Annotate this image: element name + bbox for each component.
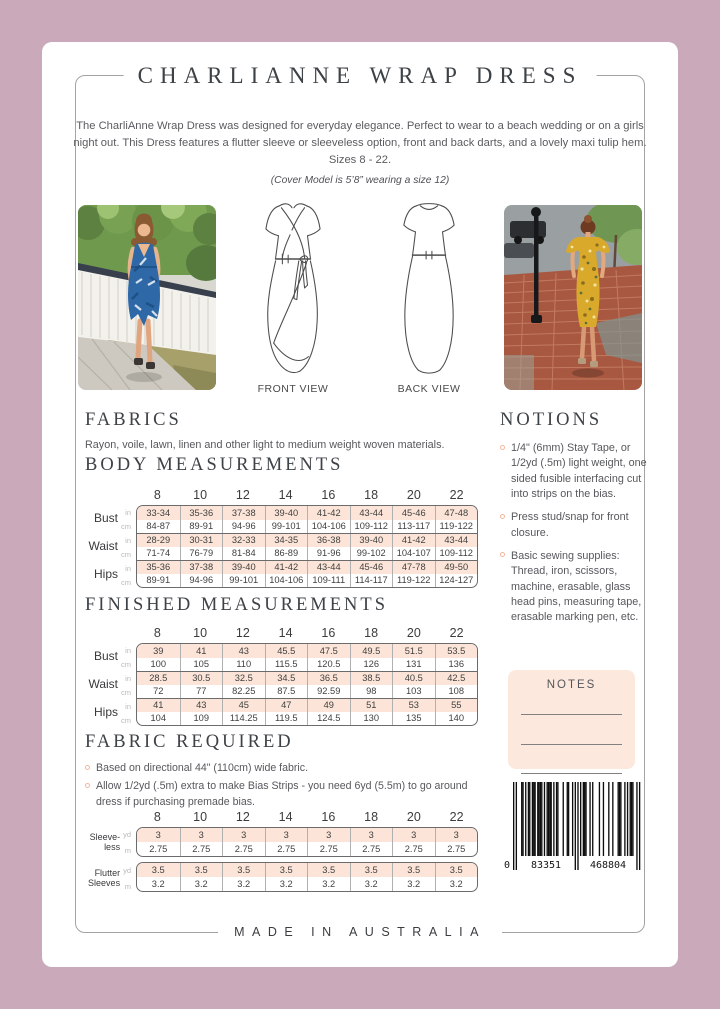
measurement-cell: 45.5 xyxy=(265,644,308,658)
measurement-cell: 3.2 xyxy=(222,877,265,891)
measurement-cell: 3.5 xyxy=(222,863,265,877)
measurement-cell: 140 xyxy=(435,712,478,726)
unit-label: yd xyxy=(123,830,131,840)
measurement-cell: 109-111 xyxy=(307,574,350,588)
measurement-cell: 99-102 xyxy=(350,547,393,561)
measurement-cell: 39-40 xyxy=(265,506,308,520)
measurement-cell: 43-44 xyxy=(307,561,350,574)
measurement-cell: 3.2 xyxy=(265,877,308,891)
measurement-cell: 71-74 xyxy=(146,548,171,559)
size-col-header: 18 xyxy=(364,810,379,824)
size-col-header: 12 xyxy=(235,626,250,640)
measurement-cell: 43 xyxy=(180,699,223,712)
measurement-cell: 32.5 xyxy=(222,672,265,685)
size-col-header: 18 xyxy=(364,488,379,502)
measurement-cell: 45-46 xyxy=(392,506,435,520)
measurement-cell: 3.5 xyxy=(151,865,165,875)
measurement-cell: 41 xyxy=(153,700,164,711)
measurement-cell: 34-35 xyxy=(265,534,308,547)
size-col-header: 8 xyxy=(153,488,161,502)
size-col-header: 10 xyxy=(193,810,208,824)
unit-label: yd xyxy=(123,866,131,876)
fabric-required-table xyxy=(78,810,478,899)
measurement-cell: 40.5 xyxy=(392,672,435,685)
measurement-cell: 2.75 xyxy=(350,842,393,856)
size-col-header: 10 xyxy=(193,626,208,640)
notes-writing-line xyxy=(521,744,622,745)
measurement-cell: 3.2 xyxy=(392,877,435,891)
measurement-cell: 3.2 xyxy=(350,877,393,891)
measurement-cell: 2.75 xyxy=(392,842,435,856)
measurement-cell: 89-91 xyxy=(146,575,171,586)
model-photo-back-art xyxy=(504,205,642,390)
unit-label: in xyxy=(125,673,131,683)
unit-label: cm xyxy=(121,577,131,587)
size-col-header: 18 xyxy=(364,626,379,640)
measurement-cell: 3 xyxy=(180,828,223,842)
size-col-header: 14 xyxy=(278,488,293,502)
unit-label: in xyxy=(125,507,131,517)
measurement-cell: 103 xyxy=(392,685,435,699)
measurement-cell: 98 xyxy=(350,685,393,699)
measurement-cell: 34.5 xyxy=(265,672,308,685)
measurement-cell: 37-38 xyxy=(180,561,223,574)
measurement-cell: 30-31 xyxy=(180,534,223,547)
measurement-cell: 39-40 xyxy=(222,561,265,574)
measurement-cell: 47.5 xyxy=(307,644,350,658)
row-label: Waist in cm xyxy=(88,673,131,697)
bullet-dot-icon xyxy=(85,783,90,788)
measurement-cell: 115.5 xyxy=(265,658,308,672)
upc-barcode xyxy=(501,782,643,882)
unit-label: cm xyxy=(121,687,131,697)
row-label: Sleeve- less yd m xyxy=(89,830,131,855)
page-title: CHARLIANNE WRAP DRESS xyxy=(124,63,597,89)
notion-item xyxy=(500,441,651,502)
measurement-cell: 32-33 xyxy=(222,534,265,547)
measurement-cell: 41-42 xyxy=(392,534,435,547)
measurement-cell: 43-44 xyxy=(350,506,393,520)
measurement-cell: 36.5 xyxy=(307,672,350,685)
size-col-header: 8 xyxy=(153,810,161,824)
made-in-label: MADE IN AUSTRALIA xyxy=(218,925,502,939)
barcode-digits-right: 468804 xyxy=(589,860,627,871)
measurement-cell: 3.2 xyxy=(435,877,478,891)
measurement-cell: 126 xyxy=(350,658,393,672)
size-col-header: 22 xyxy=(449,810,464,824)
measurement-cell: 84-87 xyxy=(146,521,171,532)
measurement-cell: 2.75 xyxy=(222,842,265,856)
measurement-cell: 2.75 xyxy=(180,842,223,856)
measurement-cell: 76-79 xyxy=(180,547,223,561)
measurement-cell: 104-107 xyxy=(392,547,435,561)
measurement-cell: 30.5 xyxy=(180,672,223,685)
measurement-cell: 2.75 xyxy=(307,842,350,856)
fabric-note-item xyxy=(85,761,483,776)
size-col-header: 14 xyxy=(278,810,293,824)
measurement-cell: 130 xyxy=(350,712,393,726)
measurement-cell: 136 xyxy=(435,658,478,672)
model-photo-front-art xyxy=(78,205,216,390)
measurement-cell: 3 xyxy=(155,830,161,840)
measurement-cell: 110 xyxy=(222,658,265,672)
unit-label: in xyxy=(125,645,131,655)
row-label: Flutter Sleeves yd m xyxy=(88,866,131,891)
measurement-cell: 3.2 xyxy=(151,879,165,889)
measurement-cell: 131 xyxy=(392,658,435,672)
measurement-cell: 49-50 xyxy=(435,561,478,574)
measurement-cell: 35-36 xyxy=(180,506,223,520)
measurement-cell: 3.5 xyxy=(180,863,223,877)
front-view-label: FRONT VIEW xyxy=(257,383,329,395)
measurement-cell: 120.5 xyxy=(307,658,350,672)
measurement-cell: 43 xyxy=(222,644,265,658)
measurement-cell: 119-122 xyxy=(392,574,435,588)
measurement-cell: 3 xyxy=(265,828,308,842)
measurement-cell: 41 xyxy=(180,644,223,658)
measurement-cell: 49 xyxy=(307,699,350,712)
fabric-required-heading: FABRIC REQUIRED xyxy=(85,732,294,752)
size-col-header: 20 xyxy=(406,810,421,824)
measurement-cell: 108 xyxy=(435,685,478,699)
fabrics-heading: FABRICS xyxy=(85,410,182,430)
fabric-note-item xyxy=(85,779,483,810)
barcode-digit-left: 0 xyxy=(504,860,511,871)
fabric-note-text: Based on directional 44" (110cm) wide fabric. xyxy=(96,762,309,774)
measurement-cell: 87.5 xyxy=(265,685,308,699)
measurement-cell: 3.2 xyxy=(180,877,223,891)
measurement-cell: 35-36 xyxy=(146,562,171,573)
measurement-cell: 119-122 xyxy=(435,520,478,534)
back-view-drawing xyxy=(384,200,474,376)
model-photo-back xyxy=(504,205,642,390)
measurement-cell: 3.5 xyxy=(350,863,393,877)
measurement-cell: 3.2 xyxy=(307,877,350,891)
measurement-cell: 105 xyxy=(180,658,223,672)
measurement-cell: 28-29 xyxy=(146,535,171,546)
size-col-header: 14 xyxy=(278,626,293,640)
measurement-cell: 92.59 xyxy=(307,685,350,699)
unit-label: m xyxy=(124,845,131,855)
notion-text: Press stud/snap for front closure. xyxy=(511,511,629,539)
measurement-cell: 109-112 xyxy=(435,547,478,561)
bullet-dot-icon xyxy=(500,445,505,450)
body-measurements-heading: BODY MEASUREMENTS xyxy=(85,455,344,475)
measurement-cell: 114.25 xyxy=(222,712,265,726)
measurement-cell: 81-84 xyxy=(222,547,265,561)
measurement-cell: 77 xyxy=(180,685,223,699)
notes-heading: NOTES xyxy=(546,679,597,691)
measurement-cell: 53.5 xyxy=(435,644,478,658)
back-view-block xyxy=(384,200,474,395)
measurement-cell: 3 xyxy=(392,828,435,842)
size-col-header: 20 xyxy=(406,488,421,502)
measurement-cell: 45 xyxy=(222,699,265,712)
measurement-cell: 99-101 xyxy=(265,520,308,534)
unit-label: cm xyxy=(121,715,131,725)
row-label: Hips in cm xyxy=(93,701,131,725)
measurement-cell: 100 xyxy=(150,659,166,670)
measurement-cell: 38.5 xyxy=(350,672,393,685)
measurement-cell: 104-106 xyxy=(307,520,350,534)
size-col-header: 16 xyxy=(321,488,336,502)
size-col-header: 10 xyxy=(193,488,208,502)
bullet-dot-icon xyxy=(500,514,505,519)
measurement-cell: 2.75 xyxy=(435,842,478,856)
measurement-cell: 51.5 xyxy=(392,644,435,658)
measurement-cell: 99-101 xyxy=(222,574,265,588)
barcode-digits-mid: 83351 xyxy=(530,860,562,871)
measurement-cell: 3.5 xyxy=(435,863,478,877)
front-view-drawing xyxy=(248,200,338,376)
measurement-cell: 36-38 xyxy=(307,534,350,547)
size-col-header: 8 xyxy=(153,626,161,640)
measurement-cell: 55 xyxy=(435,699,478,712)
cover-model-note: (Cover Model is 5’8” wearing a size 12) xyxy=(270,175,450,186)
measurement-cell: 41-42 xyxy=(265,561,308,574)
size-header-row xyxy=(78,626,478,643)
measurement-cell: 42.5 xyxy=(435,672,478,685)
measurement-cell: 3 xyxy=(435,828,478,842)
measurement-cell: 2.75 xyxy=(265,842,308,856)
notion-text: 1/4" (6mm) Stay Tape, or 1/2yd (.5m) light weight, one sided fusible interfacing cut into strips on the bias. xyxy=(511,442,647,500)
size-header-row xyxy=(78,488,478,505)
measurement-cell: 43-44 xyxy=(435,534,478,547)
upc-barcode-art xyxy=(501,782,643,882)
notes-writing-line xyxy=(521,714,622,715)
measurement-cell: 3 xyxy=(222,828,265,842)
bullet-dot-icon xyxy=(500,552,505,557)
measurement-cell: 104-106 xyxy=(265,574,308,588)
notes-box xyxy=(508,670,635,769)
measurement-cell: 86-89 xyxy=(265,547,308,561)
unit-label: cm xyxy=(121,549,131,559)
unit-label: cm xyxy=(121,521,131,531)
fabrics-text: Rayon, voile, lawn, linen and other light to medium weight woven materials. xyxy=(85,439,445,451)
measurement-cell: 135 xyxy=(392,712,435,726)
measurement-cell: 104 xyxy=(150,713,166,724)
fabric-required-notes xyxy=(85,761,483,810)
size-col-header: 20 xyxy=(406,626,421,640)
model-photo-front xyxy=(78,205,216,390)
row-label: Hips in cm xyxy=(93,563,131,587)
row-label: Bust in cm xyxy=(93,645,131,669)
measurement-cell: 37-38 xyxy=(222,506,265,520)
unit-label: m xyxy=(124,881,131,891)
size-col-header: 12 xyxy=(235,488,250,502)
notes-writing-line xyxy=(521,773,622,774)
unit-label: cm xyxy=(121,659,131,669)
bullet-dot-icon xyxy=(85,765,90,770)
measurement-cell: 47-48 xyxy=(435,506,478,520)
notions-list xyxy=(500,441,651,626)
measurement-cell: 89-91 xyxy=(180,520,223,534)
measurement-cell: 28.5 xyxy=(149,673,168,684)
measurement-cell: 47 xyxy=(265,699,308,712)
finished-measurements-heading: FINISHED MEASUREMENTS xyxy=(85,595,389,615)
notion-text: Basic sewing supplies: Thread, iron, scissors, machine, erasable, glass head pins, measuring tape, erasable marking pen, etc. xyxy=(511,549,642,624)
front-view-block xyxy=(248,200,338,395)
size-col-header: 16 xyxy=(321,810,336,824)
notion-item xyxy=(500,510,651,541)
measurement-cell: 124.5 xyxy=(307,712,350,726)
measurement-cell: 39-40 xyxy=(350,534,393,547)
row-label: Bust in cm xyxy=(93,507,131,531)
measurement-cell: 114-117 xyxy=(350,574,393,588)
measurement-cell: 124-127 xyxy=(435,574,478,588)
measurement-cell: 94-96 xyxy=(180,574,223,588)
measurement-cell: 3 xyxy=(350,828,393,842)
fabric-note-text: Allow 1/2yd (.5m) extra to make Bias Strips - you need 6yd (5.5m) to go around dress if purchasing premade bias. xyxy=(96,780,468,808)
measurement-cell: 94-96 xyxy=(222,520,265,534)
unit-label: in xyxy=(125,535,131,545)
measurement-cell: 3.5 xyxy=(265,863,308,877)
measurement-cell: 72 xyxy=(153,686,164,697)
measurement-cell: 49.5 xyxy=(350,644,393,658)
measurement-cell: 113-117 xyxy=(392,520,435,534)
back-view-label: BACK VIEW xyxy=(397,383,461,395)
measurement-cell: 119.5 xyxy=(265,712,308,726)
measurement-cell: 47-78 xyxy=(392,561,435,574)
notions-heading: NOTIONS xyxy=(500,410,603,430)
measurement-cell: 3 xyxy=(307,828,350,842)
measurement-cell: 91-96 xyxy=(307,547,350,561)
measurement-cell: 3.5 xyxy=(307,863,350,877)
measurement-cell: 53 xyxy=(392,699,435,712)
finished-measurements-table xyxy=(78,626,478,727)
unit-label: in xyxy=(125,701,131,711)
size-col-header: 16 xyxy=(321,626,336,640)
size-col-header: 22 xyxy=(449,626,464,640)
measurement-cell: 3.5 xyxy=(392,863,435,877)
measurement-cell: 39 xyxy=(153,645,164,656)
unit-label: in xyxy=(125,563,131,573)
measurement-cell: 2.75 xyxy=(149,844,168,854)
measurement-cell: 33-34 xyxy=(146,507,171,518)
measurement-cell: 82.25 xyxy=(222,685,265,699)
measurement-cell: 45-46 xyxy=(350,561,393,574)
measurement-cell: 41-42 xyxy=(307,506,350,520)
size-col-header: 12 xyxy=(235,810,250,824)
size-header-row xyxy=(78,810,478,827)
envelope-page xyxy=(42,42,678,967)
measurement-cell: 109 xyxy=(180,712,223,726)
notion-item xyxy=(500,549,651,626)
measurement-cell: 51 xyxy=(350,699,393,712)
body-measurements-table xyxy=(78,488,478,589)
size-col-header: 22 xyxy=(449,488,464,502)
pattern-description: The CharliAnne Wrap Dress was designed for everyday elegance. Perfect to wear to a beach wedding or on a girls night out. This Dress features a flutter sleeve or sleeveless option, front and back darts, and a lovely maxi tulip hem. Sizes 8 - 22. xyxy=(73,120,647,166)
measurement-cell: 109-112 xyxy=(350,520,393,534)
row-label: Waist in cm xyxy=(88,535,131,559)
